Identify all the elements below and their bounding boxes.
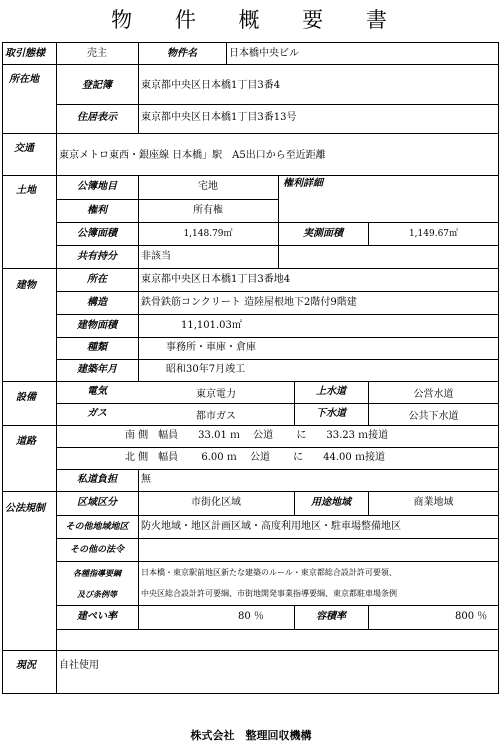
rule bbox=[2, 425, 499, 426]
sewer-value: 公共下水道 bbox=[408, 411, 459, 422]
residence-label: 住居表示 bbox=[77, 112, 117, 123]
coverage-label: 建ぺい率 bbox=[77, 611, 117, 622]
building-address-value: 東京都中央区日本橋1丁目3番地4 bbox=[141, 274, 291, 285]
rule bbox=[56, 515, 499, 516]
rule bbox=[56, 104, 499, 105]
building-label: 建物 bbox=[16, 280, 36, 291]
shared-value: 非該当 bbox=[141, 251, 171, 262]
guideline-value-2: 中央区総合設計許可要綱、市街地開発事業指導要綱、東京都駐車場条例 bbox=[141, 589, 397, 598]
land-rights-label: 権利 bbox=[87, 205, 107, 216]
land-label: 土地 bbox=[16, 185, 36, 196]
measured-area-label: 実測面積 bbox=[303, 228, 343, 239]
rule bbox=[56, 359, 499, 360]
building-address-label: 所在 bbox=[87, 274, 107, 285]
built-value: 昭和30年7月竣工 bbox=[166, 364, 246, 375]
rule bbox=[56, 629, 499, 630]
private-road-value: 無 bbox=[141, 474, 151, 485]
rule bbox=[56, 447, 499, 448]
registered-area-label: 公簿面積 bbox=[77, 228, 117, 239]
rights-detail-label: 権利詳細 bbox=[283, 178, 323, 189]
rule bbox=[56, 337, 499, 338]
rule bbox=[138, 491, 139, 629]
shared-label: 共有持分 bbox=[77, 251, 117, 262]
land-category-label: 公簿地目 bbox=[77, 181, 117, 192]
transaction-value: 売主 bbox=[87, 48, 107, 59]
rule bbox=[2, 268, 499, 269]
registry-value: 東京都中央区日本橋1丁目3番4 bbox=[141, 80, 281, 91]
transport-label: 交通 bbox=[14, 143, 34, 154]
private-road-label: 私道負担 bbox=[77, 474, 117, 485]
status-value: 自社使用 bbox=[59, 660, 99, 671]
rule bbox=[2, 175, 499, 176]
location-label: 所在地 bbox=[9, 74, 39, 85]
property-label: 物件名 bbox=[167, 48, 197, 59]
rule bbox=[138, 64, 139, 133]
rule bbox=[278, 175, 279, 268]
transaction-label: 取引態様 bbox=[5, 48, 45, 59]
roads-label: 道路 bbox=[16, 436, 36, 447]
rule bbox=[56, 605, 499, 606]
road-north: 北 側 幅員 6.00 ｍ 公道 に 44.00 ｍ接道 bbox=[125, 452, 385, 463]
guideline-label-1: 各種指導要綱 bbox=[73, 568, 121, 578]
zone-label: 区域区分 bbox=[77, 497, 117, 508]
road-south: 南 側 幅員 33.01 ｍ 公道 に 33.23 ｍ接道 bbox=[125, 430, 389, 441]
company-footer: 株式会社 整理回収機構 bbox=[190, 729, 312, 742]
rule bbox=[56, 469, 499, 470]
other-zone-label: その他地域地区 bbox=[65, 522, 129, 532]
status-label: 現況 bbox=[16, 660, 36, 671]
registry-label: 登記簿 bbox=[82, 80, 112, 91]
sewer-label: 下水道 bbox=[316, 408, 346, 419]
type-label: 種類 bbox=[87, 342, 107, 353]
rule bbox=[56, 403, 499, 404]
rule bbox=[226, 42, 227, 64]
regulations-label: 公法規制 bbox=[5, 503, 45, 514]
land-rights-value: 所有権 bbox=[193, 205, 223, 216]
gas-label: ガス bbox=[87, 408, 107, 419]
gas-value: 都市ガス bbox=[196, 411, 236, 422]
rule bbox=[368, 605, 369, 629]
other-zone-value: 防火地域・地区計画区域・高度利用地区・駐車場整備地区 bbox=[141, 521, 401, 532]
rule bbox=[56, 538, 499, 539]
use-label: 用途地域 bbox=[311, 497, 351, 508]
transport-value: 東京メトロ東西・銀座線 日本橋」駅 A5出口から至近距離 bbox=[59, 150, 326, 161]
type-value: 事務所・車庫・倉庫 bbox=[166, 342, 256, 353]
floor-area-value: 11,101.03㎡ bbox=[181, 320, 242, 331]
guideline-label-2: 及び条例等 bbox=[77, 589, 117, 599]
rule bbox=[2, 491, 499, 492]
residence-value: 東京都中央区日本橋1丁目3番13号 bbox=[141, 112, 297, 123]
built-label: 建築年月 bbox=[77, 364, 117, 375]
facilities-label: 設備 bbox=[16, 392, 36, 403]
guideline-value-1: 日本橋・東京駅前地区新たな建築のルール・東京都総合設計許可要領、 bbox=[141, 568, 397, 577]
rule bbox=[2, 650, 499, 651]
structure-value: 鉄骨鉄筋コンクリート 造陸屋根地下2階付9階建 bbox=[141, 297, 357, 308]
rule bbox=[56, 561, 499, 562]
far-value: 800 ％ bbox=[455, 611, 488, 622]
water-value: 公営水道 bbox=[413, 389, 454, 400]
floor-area-label: 建物面積 bbox=[77, 320, 117, 331]
registered-area-value: 1,148.79㎡ bbox=[183, 229, 233, 239]
rule bbox=[2, 133, 499, 134]
coverage-value: 80 ％ bbox=[238, 611, 264, 622]
measured-area-value: 1,149.67㎡ bbox=[408, 229, 459, 239]
far-label: 容積率 bbox=[316, 611, 346, 622]
land-category-value: 宅地 bbox=[198, 181, 218, 192]
property-value: 日本橋中央ビル bbox=[229, 48, 299, 59]
water-label: 上水道 bbox=[316, 386, 346, 397]
rule bbox=[56, 291, 499, 292]
rule bbox=[56, 314, 499, 315]
zone-value: 市街化区域 bbox=[191, 497, 241, 508]
electric-value: 東京電力 bbox=[196, 389, 236, 400]
rule bbox=[138, 469, 139, 491]
page-title: 物 件 概 要 書 bbox=[111, 8, 405, 32]
rule bbox=[2, 64, 499, 65]
structure-label: 構造 bbox=[87, 297, 107, 308]
other-law-label: その他の法令 bbox=[69, 545, 124, 555]
rule bbox=[2, 381, 499, 382]
electric-label: 電気 bbox=[87, 386, 107, 397]
rule bbox=[56, 199, 278, 200]
use-value: 商業地域 bbox=[413, 497, 454, 508]
